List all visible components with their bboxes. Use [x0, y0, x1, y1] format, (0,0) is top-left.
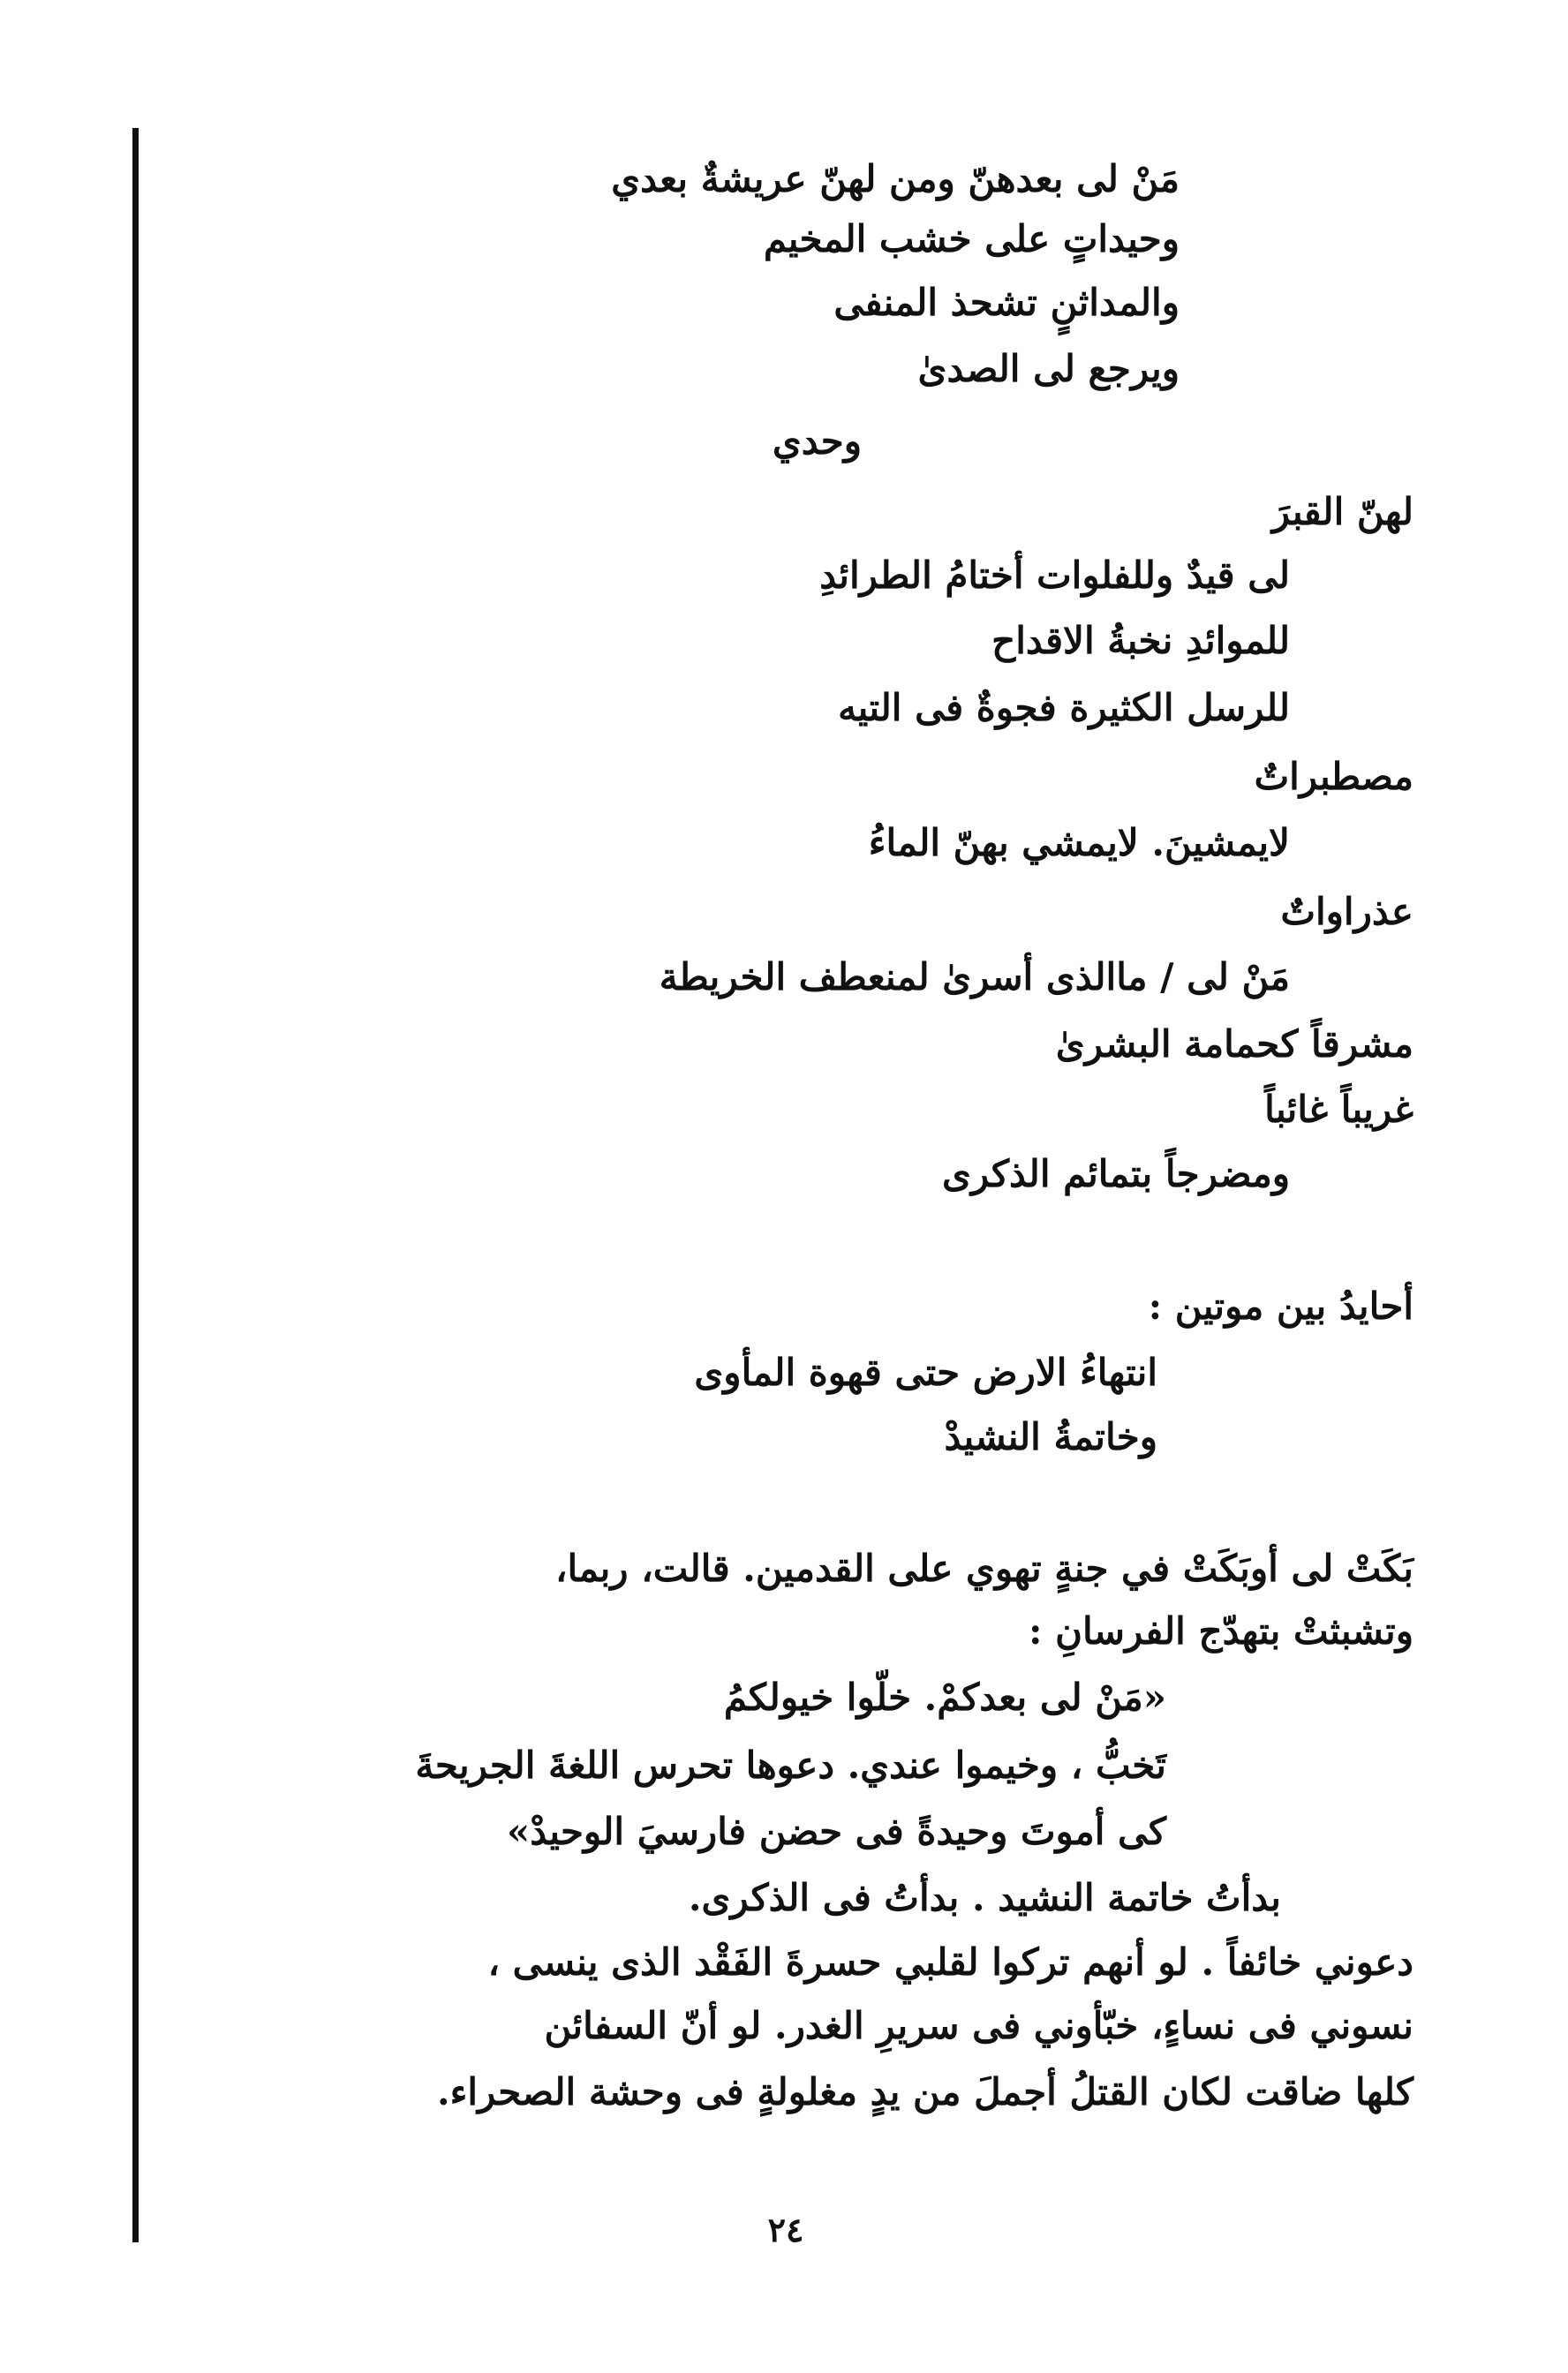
poem-line-4: ويرجع لى الصدىٰ — [917, 347, 1180, 390]
poem-line-18: انتهاءُ الارض حتى قهوة المأوى — [694, 1351, 1157, 1394]
poem-line-24: كى أموتَ وحيدةً فى حضن فارسيَ الوحيدْ» — [507, 1810, 1166, 1853]
poem-line-5: وحدي — [772, 419, 862, 463]
poem-line-16: ومضرجاً بتمائم الذكرى — [941, 1152, 1290, 1195]
poem-line-1: مَنْ لى بعدهنّ ومن لهنّ عريشةٌ بعدي — [611, 157, 1180, 200]
poem-line-26: دعوني خائفاً . لو أنهم تركوا لقلبي حسرةَ الفَقْد الذى ينسى ، — [487, 1940, 1413, 1984]
poem-line-15: غريباً غائباً — [1264, 1088, 1413, 1131]
poem-line-9: للرسل الكثيرة فجوةٌ فى التيه — [838, 686, 1290, 729]
page-number: ٢٤ — [767, 2210, 804, 2249]
poem-line-25: بدأتُ خاتمة النشيد . بدأتُ فى الذكرى. — [688, 1876, 1281, 1919]
poem-line-12: عذراواتٌ — [1280, 890, 1413, 933]
poem-line-7: لى قيدٌ وللفلوات أختامُ الطرائدِ — [819, 554, 1290, 597]
poem-line-22: «مَنْ لى بعدكمْ. خلّوا خيولكمُ — [723, 1676, 1166, 1719]
poem-line-13: مَنْ لى / ماالذى أسرىٰ لمنعطف الخريطة — [659, 955, 1290, 998]
poem-line-19: وخاتمةُ النشيدْ — [944, 1415, 1157, 1458]
poem-line-2: وحيداتٍ على خشب المخيم — [763, 217, 1180, 260]
poem-line-28: كلها ضاقت لكان القتلُ أجملَ من يدٍ مغلولةٍ فى وحشة الصحراء. — [436, 2070, 1413, 2113]
poem-line-17: أحايدُ بين موتين : — [1148, 1284, 1413, 1328]
left-margin-rule — [132, 128, 139, 2242]
poem-line-27: نسوني فى نساءٍ، خبّأوني فى سريرِ الغدر. لو أنّ السفائن — [544, 2004, 1413, 2047]
poem-line-23: تَخبُّ ، وخيموا عندي. دعوها تحرس اللغةَ الجريحةَ — [415, 1744, 1166, 1787]
poem-line-10: مصطبراتٌ — [1254, 755, 1413, 798]
poem-line-8: للموائدِ نخبةُ الاقداح — [991, 619, 1290, 662]
poem-line-21: وتشبثتْ بتهدّج الفرسانِ : — [1029, 1609, 1413, 1653]
poem-line-6: لهنّ القبرَ — [1271, 490, 1413, 533]
poem-line-11: لايمشينَ. لايمشي بهنّ الماءُ — [868, 821, 1290, 864]
poem-line-20: بَكَتْ لى أوبَكَتْ في جنةٍ تهوي على القدمين. قالت، ربما، — [554, 1547, 1413, 1590]
poem-line-14: مشرقاً كحمامة البشرىٰ — [1055, 1022, 1413, 1066]
poem-line-3: والمداثنٍ تشحذ المنفى — [833, 281, 1180, 324]
